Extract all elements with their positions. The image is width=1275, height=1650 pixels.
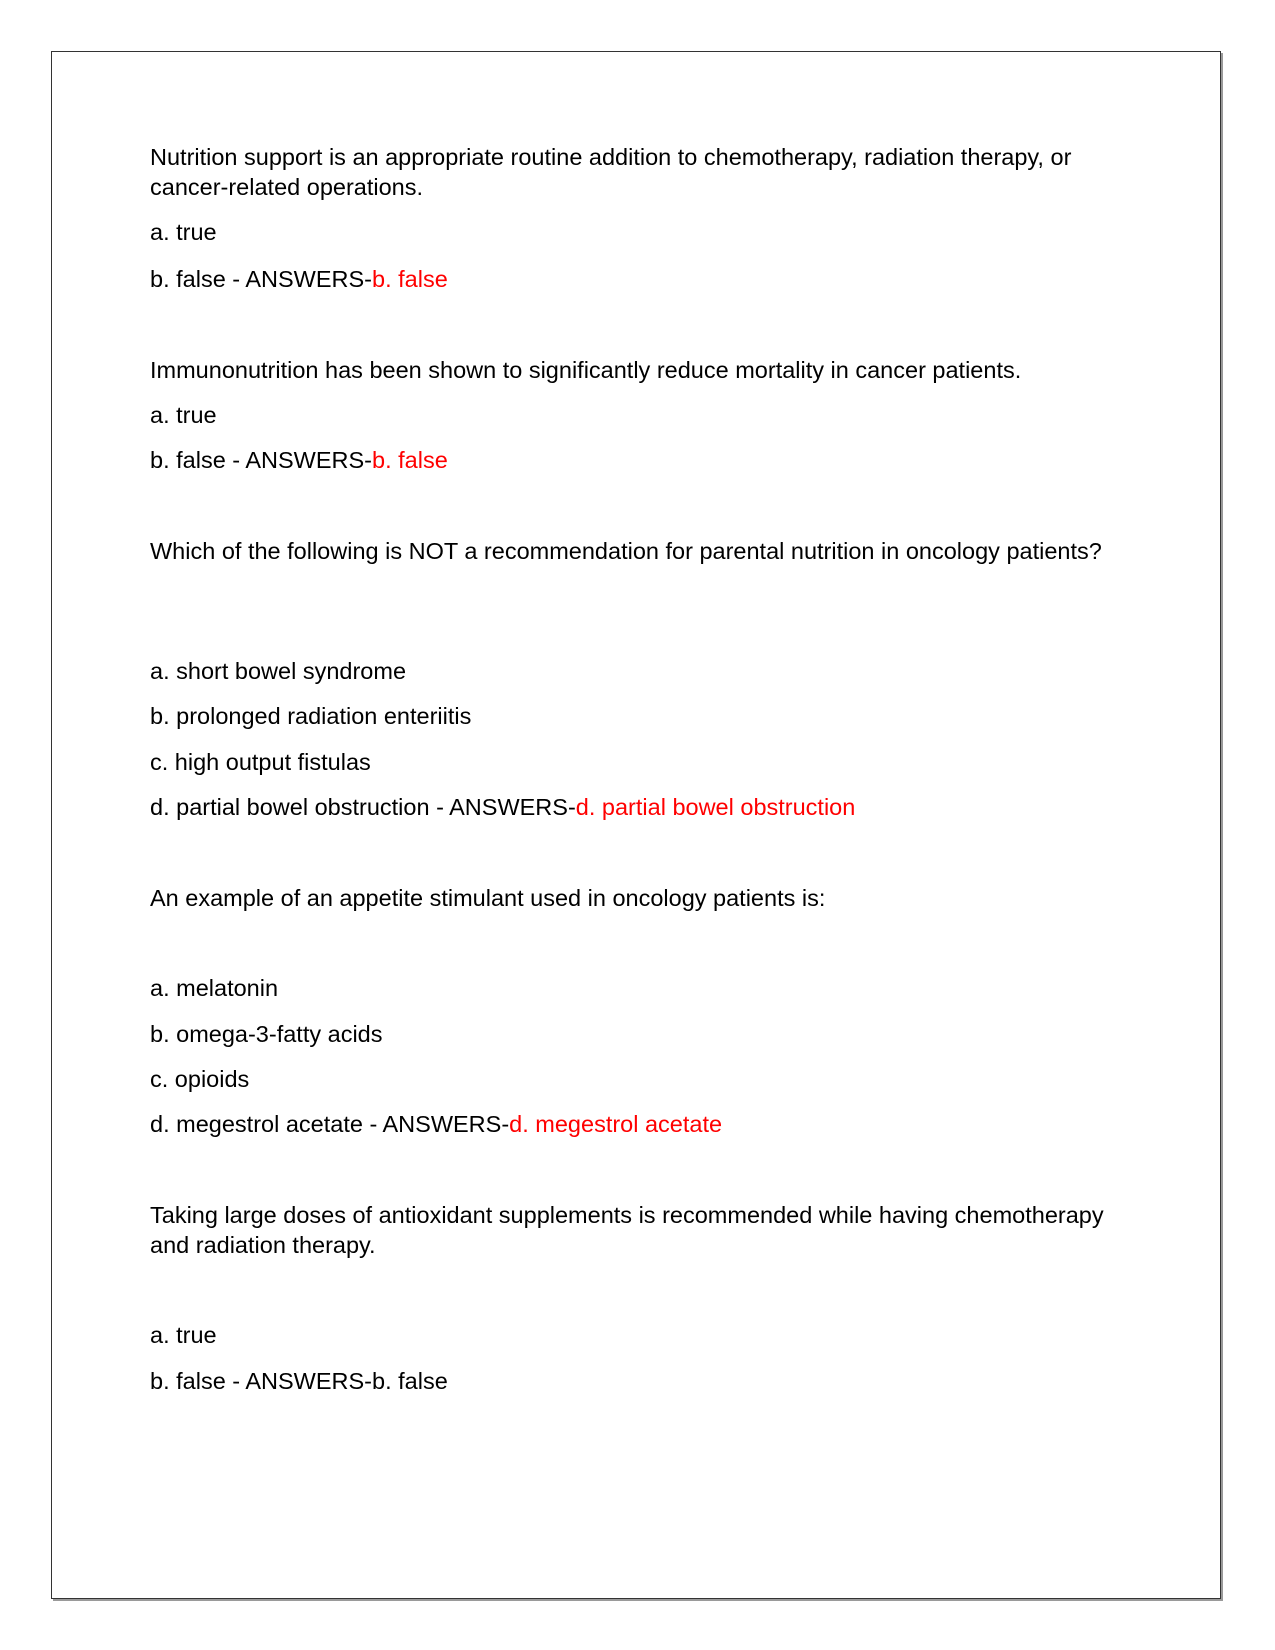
- question-1-text: Nutrition support is an appropriate routine addition to chemotherapy, radiation therapy, or cancer-related operations.: [150, 144, 1072, 200]
- question-4-option-a: a. melatonin: [150, 975, 279, 1001]
- question-4-option-c: c. opioids: [150, 1066, 250, 1092]
- question-5-option-b: [150, 1366, 1120, 1396]
- question-3-option-b: b. prolonged radiation enteriitis: [150, 703, 472, 729]
- question-3-option-a: a. short bowel syndrome: [150, 658, 407, 684]
- question-5-option-a: a. true: [150, 1322, 217, 1348]
- question-3-option-d-text: d. partial bowel obstruction - ANSWERS-: [150, 794, 576, 820]
- question-4-text: An example of an appetite stimulant used in oncology patients is:: [150, 885, 826, 911]
- question-3-option-c: c. high output fistulas: [150, 749, 371, 775]
- question-1-option-b-text: b. false - ANSWERS-: [150, 266, 372, 292]
- question-5-option-b-text: b. false - ANSWERS-: [150, 1368, 372, 1394]
- question-4-option-b: b. omega-3-fatty acids: [150, 1021, 383, 1047]
- question-1-option-a: a. true: [150, 219, 217, 245]
- question-3-answer: d. partial bowel obstruction: [575, 794, 856, 820]
- question-2-option-b: [150, 445, 1120, 475]
- question-3-text: Which of the following is NOT a recommendation for parental nutrition in oncology patients?: [150, 538, 1102, 564]
- question-2-answer: b. false: [372, 447, 448, 473]
- question-1-option-b: [150, 264, 1120, 294]
- question-2-option-a: a. true: [150, 402, 217, 428]
- question-4-option-d: [150, 1109, 1120, 1139]
- question-1-answer: b. false: [372, 266, 448, 292]
- question-5-text: Taking large doses of antioxidant supplements is recommended while having chemotherapy and radiation therapy.: [150, 1202, 1104, 1258]
- question-2-option-b-text: b. false - ANSWERS-: [150, 447, 372, 473]
- question-4-answer: d. megestrol acetate: [509, 1111, 723, 1137]
- question-2-text: Immunonutrition has been shown to significantly reduce mortality in cancer patients.: [150, 357, 1022, 383]
- question-5-answer: b. false: [372, 1368, 448, 1394]
- question-3-option-d: [150, 792, 1120, 822]
- question-4-option-d-text: d. megestrol acetate - ANSWERS-: [150, 1111, 510, 1137]
